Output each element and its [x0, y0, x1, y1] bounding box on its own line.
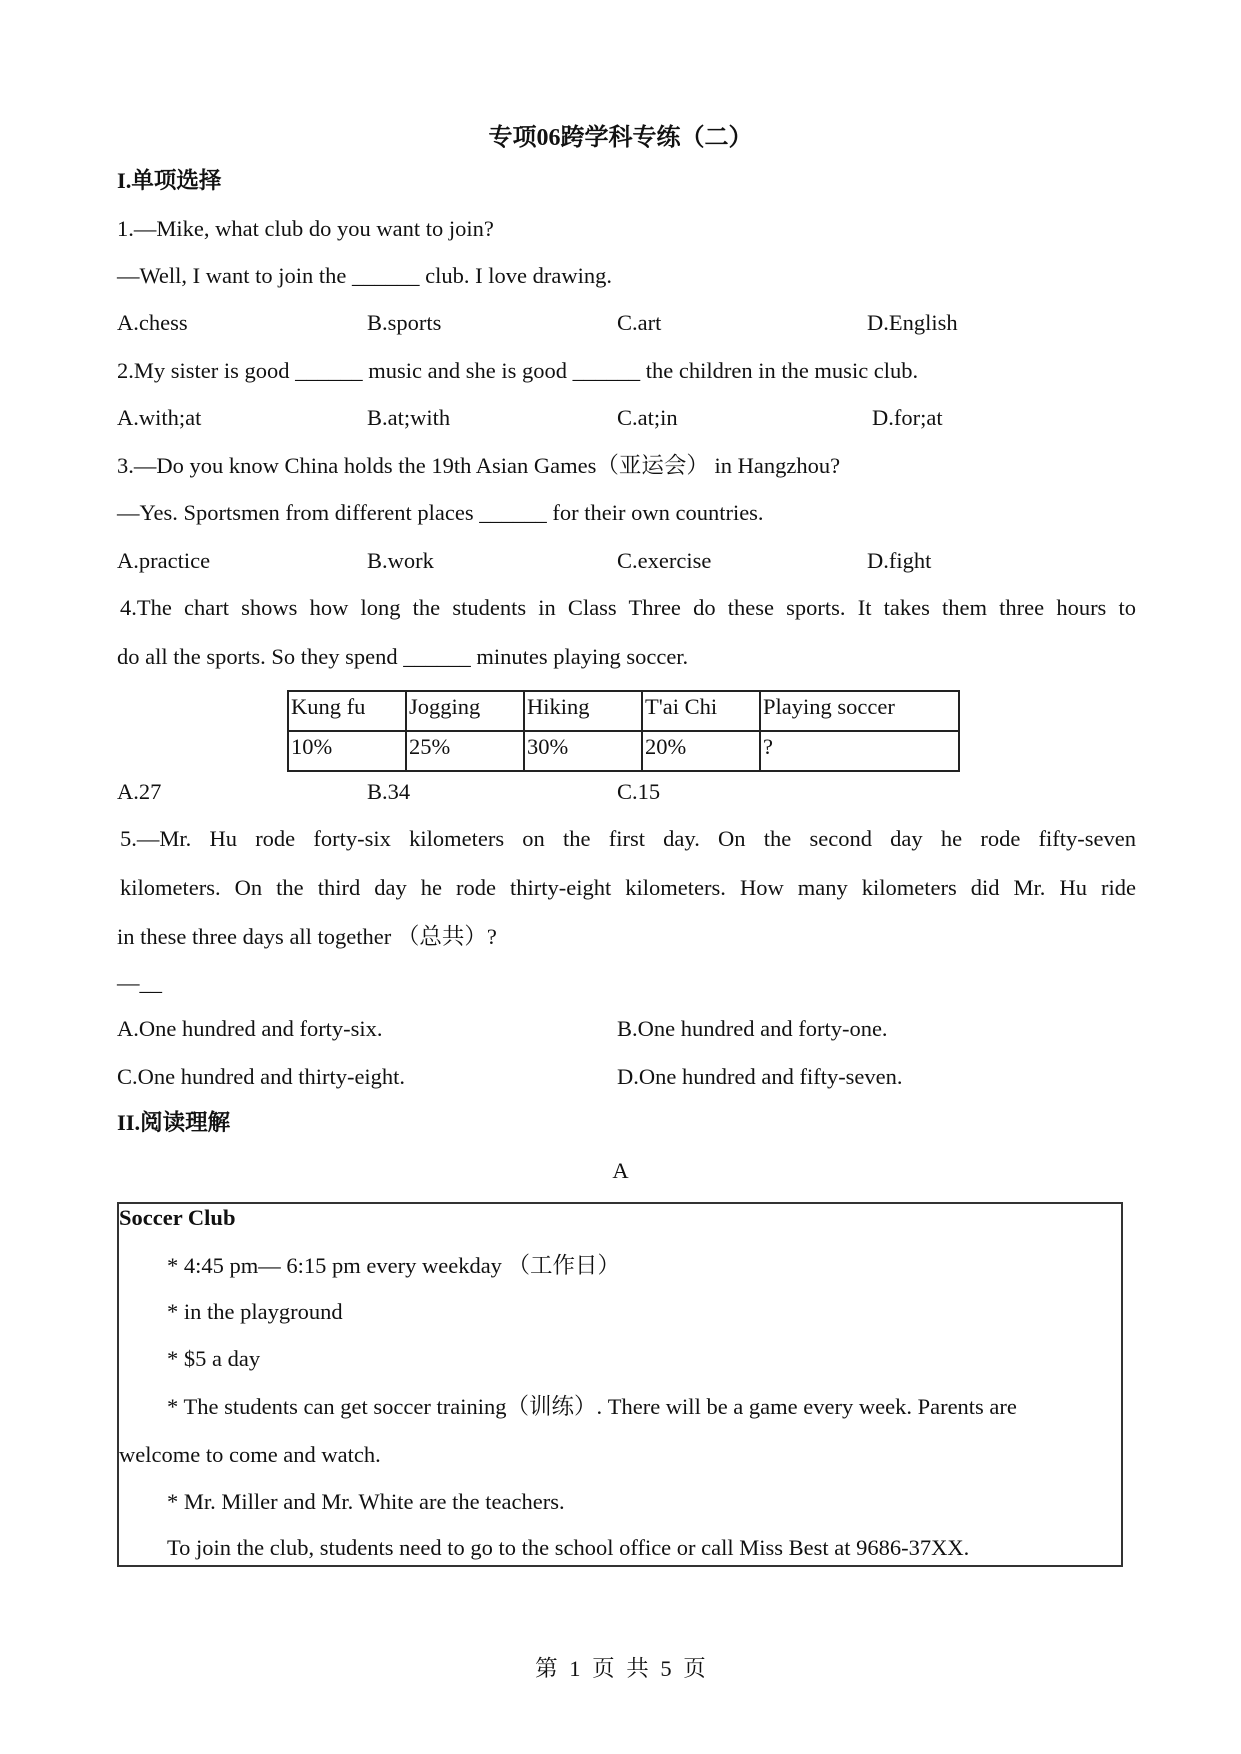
- table-header-cell: Jogging: [406, 691, 524, 731]
- passage-item: To join the club, students need to go to the school office or call Miss Best at 9686-37XX.: [167, 1535, 970, 1560]
- section-heading-1: I.单项选择: [117, 168, 222, 193]
- q5-option-c: C.One hundred and thirty-eight.: [117, 1064, 406, 1089]
- q1-option-d: D.English: [867, 310, 958, 335]
- page-footer: 第 1 页 共 5 页: [535, 1656, 706, 1681]
- q4-option-c: C.15: [617, 779, 661, 804]
- q5-option-a: A.One hundred and forty-six.: [117, 1016, 383, 1041]
- passage-item: welcome to come and watch.: [119, 1442, 381, 1467]
- q5-option-d: D.One hundred and fifty-seven.: [617, 1064, 903, 1089]
- q3-option-b: B.work: [367, 548, 434, 573]
- sports-time-table: [287, 690, 960, 772]
- table-header-cell: Kung fu: [288, 691, 406, 731]
- q3-line2: —Yes. Sportsmen from different places ______ for their own countries.: [117, 500, 764, 525]
- q4-line2: do all the sports. So they spend ______ minutes playing soccer.: [117, 644, 689, 669]
- table-header-row: [288, 691, 959, 731]
- q3-stem: 3.—Do you know China holds the 19th Asian Games（亚运会） in Hangzhou?: [117, 453, 841, 478]
- q5-line1: 5.—Mr. Hu rode forty-six kilometers on the first day. On the second day he rode fifty-seven: [120, 826, 1136, 851]
- q5-line2: kilometers. On the third day he rode thirty-eight kilometers. How many kilometers did Mr. Hu ride: [120, 875, 1136, 900]
- table-cell: ?: [760, 731, 959, 771]
- q1-option-a: A.chess: [117, 310, 188, 335]
- q3-option-c: C.exercise: [617, 548, 712, 573]
- table-header-cell: Playing soccer: [760, 691, 959, 731]
- q2-option-d: D.for;at: [872, 405, 943, 430]
- q4-stem: 4.The chart shows how long the students in Class Three do these sports. It takes them three hours to: [120, 595, 1136, 620]
- table-row: [288, 731, 959, 771]
- table-cell: 20%: [642, 731, 760, 771]
- passage-item: * Mr. Miller and Mr. White are the teachers.: [167, 1489, 565, 1514]
- q3-option-a: A.practice: [117, 548, 211, 573]
- q4-option-b: B.34: [367, 779, 411, 804]
- section-heading-2: II.阅读理解: [117, 1110, 231, 1135]
- table-header-cell: Hiking: [524, 691, 642, 731]
- table-header-cell: T'ai Chi: [642, 691, 760, 731]
- passage-item: * $5 a day: [167, 1346, 261, 1371]
- page-title: 专项06跨学科专练（二）: [488, 125, 753, 151]
- q2-option-c: C.at;in: [617, 405, 678, 430]
- q5-option-b: B.One hundred and forty-one.: [617, 1016, 888, 1041]
- q4-option-a: A.27: [117, 779, 162, 804]
- q1-stem: 1.—Mike, what club do you want to join?: [117, 216, 494, 241]
- passage-item: * in the playground: [167, 1299, 343, 1324]
- passage-heading: Soccer Club: [119, 1205, 236, 1230]
- table-cell: 25%: [406, 731, 524, 771]
- table-cell: 30%: [524, 731, 642, 771]
- q2-option-b: B.at;with: [367, 405, 451, 430]
- passage-label: A: [612, 1158, 629, 1183]
- q2-stem: 2.My sister is good ______ music and she is good ______ the children in the music club.: [117, 358, 919, 383]
- q1-option-c: C.art: [617, 310, 662, 335]
- q3-option-d: D.fight: [867, 548, 932, 573]
- q1-line2: —Well, I want to join the ______ club. I love drawing.: [117, 263, 612, 288]
- q5-line3: in these three days all together （总共）?: [117, 924, 497, 949]
- table-cell: 10%: [288, 731, 406, 771]
- q2-option-a: A.with;at: [117, 405, 202, 430]
- q1-option-b: B.sports: [367, 310, 442, 335]
- passage-item: * The students can get soccer training（训练）. There will be a game every week. Parents are: [167, 1394, 1017, 1419]
- q5-answer-line: —__: [117, 970, 162, 995]
- passage-item: * 4:45 pm— 6:15 pm every weekday （工作日）: [167, 1253, 621, 1278]
